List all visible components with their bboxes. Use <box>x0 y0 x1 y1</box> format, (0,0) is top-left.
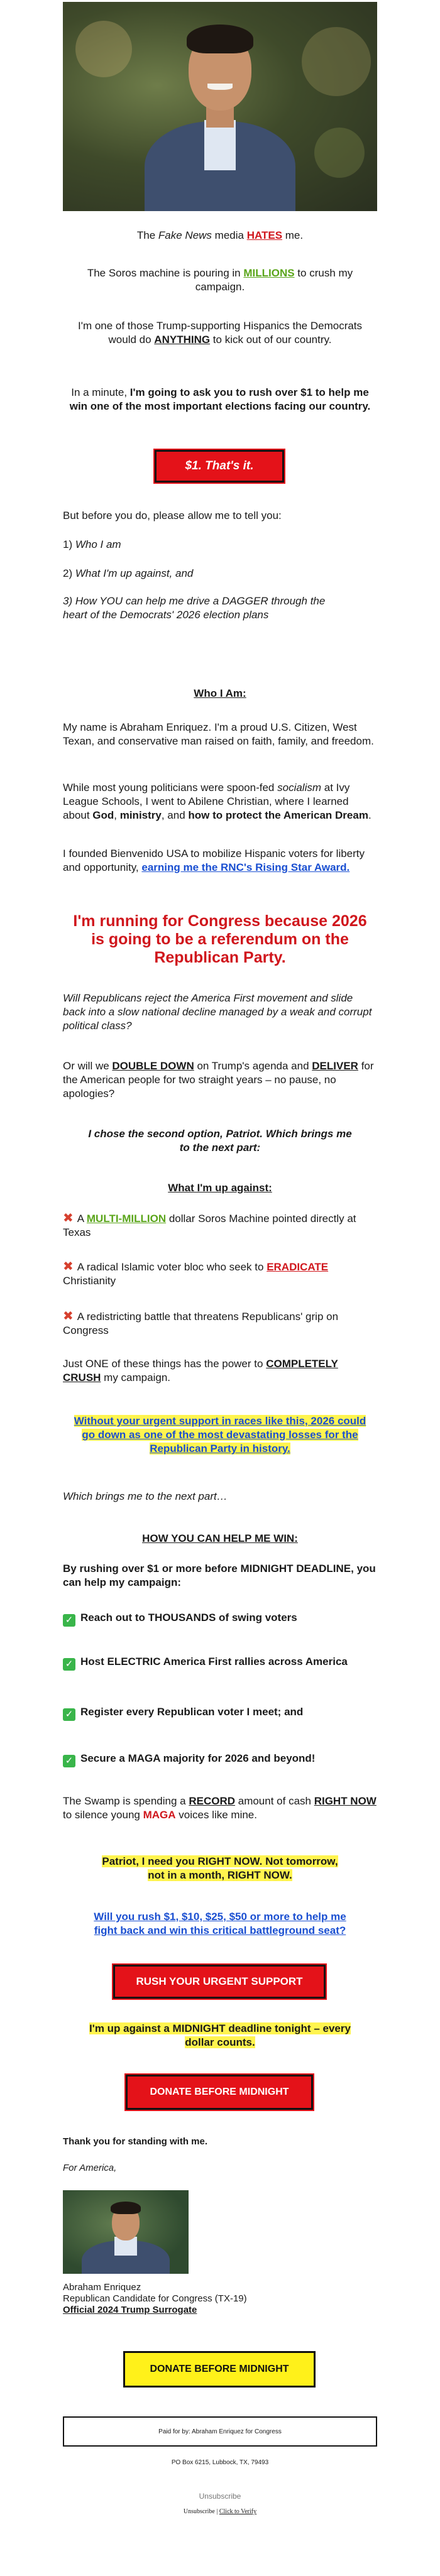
check-icon: ✓ <box>63 1708 75 1721</box>
help-check-4: ✓ Secure a MAGA majority for 2026 and beyond! <box>63 1752 377 1767</box>
unsubscribe-link[interactable]: Unsubscribe <box>199 2492 241 2501</box>
ask-line: In a minute, I'm going to ask you to rush over $1 to help me win one of the most important elections facing our country. <box>69 386 371 412</box>
help-check-1: ✓ Reach out to THOUSANDS of swing voters <box>63 1611 377 1627</box>
next-part-line: Which brings me to the next part… <box>63 1490 228 1502</box>
against-item-2: ✖ A radical Islamic voter bloc who seek to ERADICATE Christianity <box>63 1260 329 1287</box>
x-mark-icon: ✖ <box>63 1211 74 1225</box>
tell-you-lead: But before you do, please allow me to tell you: <box>63 510 282 521</box>
who-paragraph-2: While most young politicians were spoon-fed socialism at Ivy League Schools, I went to Abilene Christian, where I learned about God, ministry, and how to protect the American Dream. <box>63 782 371 821</box>
signature-photo <box>63 2190 189 2274</box>
paid-for-box: Paid for by: Abraham Enriquez for Congress <box>63 2416 377 2447</box>
check-icon: ✓ <box>63 1755 75 1767</box>
help-heading: HOW YOU CAN HELP ME WIN: <box>142 1532 298 1544</box>
question-2: Or will we DOUBLE DOWN on Trump's agenda and DELIVER for the American people for two straight years – no pause, no apologies? <box>63 1060 374 1100</box>
x-mark-icon: ✖ <box>63 1260 74 1274</box>
question-1: Will Republicans reject the America First movement and slide back into a slow national decline managed by a weak and corrupt political class? <box>63 992 372 1032</box>
hispanic-line: I'm one of those Trump-supporting Hispanics the Democrats would do ANYTHING to kick out of our country. <box>77 320 363 346</box>
thanks-line: Thank you for standing with me. <box>63 2136 208 2147</box>
signoff-surrogate: Official 2024 Trump Surrogate <box>63 2305 197 2315</box>
against-heading: What I'm up against: <box>168 1182 272 1194</box>
soros-line: The Soros machine is pouring in MILLIONS to crush my campaign. <box>87 267 353 293</box>
who-paragraph-1: My name is Abraham Enriquez. I'm a proud U.S. Citizen, West Texan, and conservative man raised on faith, family, and freedom. <box>63 721 374 747</box>
signoff-title: Republican Candidate for Congress (TX-19) <box>63 2293 247 2304</box>
donate-before-midnight-yellow-button[interactable]: DONATE BEFORE MIDNIGHT <box>123 2351 316 2388</box>
tell-you-item-3: 3) How YOU can help me drive a DAGGER through the heart of the Democrats' 2026 election plans <box>63 595 326 621</box>
help-check-2: ✓ Host ELECTRIC America First rallies across America <box>63 1655 377 1671</box>
tell-you-item-2: 2) What I'm up against, and <box>63 567 194 579</box>
for-america-line: For America, <box>63 2163 117 2173</box>
unsubscribe-verify-line: Unsubscribe | Click to Verify <box>183 2508 257 2515</box>
help-lead: By rushing over $1 or more before MIDNIGHT DEADLINE, you can help my campaign: <box>63 1563 376 1588</box>
fake-news-line: The Fake News media HATES me. <box>136 229 304 241</box>
signoff-name: Abraham Enriquez <box>63 2282 141 2293</box>
patriot-line: Patriot, I need you RIGHT NOW. Not tomorrow, not in a month, RIGHT NOW. <box>102 1855 338 1881</box>
click-to-verify-link[interactable]: Click to Verify <box>219 2508 257 2515</box>
one-of-these-line: Just ONE of these things has the power to COMPLETELY CRUSH my campaign. <box>63 1358 338 1384</box>
without-support-line: Without your urgent support in races like this, 2026 could go down as one of the most devastating losses for the Republican Party in history. <box>74 1415 366 1454</box>
who-paragraph-3: I founded Bienvenido USA to mobilize Hispanic voters for liberty and opportunity, earning me the RNC's Rising Star Award. <box>63 848 365 873</box>
footer-address: PO Box 6215, Lubbock, TX, 79493 <box>171 2459 269 2466</box>
donate-before-midnight-button[interactable]: DONATE BEFORE MIDNIGHT <box>126 2075 313 2110</box>
one-dollar-button[interactable]: $1. That's it. <box>155 450 284 483</box>
swamp-line: The Swamp is spending a RECORD amount of cash RIGHT NOW to silence young MAGA voices like mine. <box>63 1795 377 1821</box>
who-heading: Who I Am: <box>194 687 246 699</box>
check-icon: ✓ <box>63 1658 75 1671</box>
help-check-3: ✓ Register every Republican voter I meet; and <box>63 1705 377 1721</box>
against-item-3: ✖ A redistricting battle that threatens Republicans' grip on Congress <box>63 1309 339 1336</box>
against-item-1: ✖ A MULTI-MILLION dollar Soros Machine pointed directly at Texas <box>63 1211 356 1238</box>
rising-star-link[interactable]: earning me the RNC's Rising Star Award. <box>141 861 350 873</box>
second-option-line: I chose the second option, Patriot. Which brings me to the next part: <box>88 1128 352 1154</box>
running-headline: I'm running for Congress because 2026 is going to be a referendum on the Republican Party. <box>73 912 367 966</box>
x-mark-icon: ✖ <box>63 1309 74 1323</box>
will-you-line[interactable]: Will you rush $1, $10, $25, $50 or more to help me fight back and win this critical battleground seat? <box>94 1911 346 1936</box>
midnight-deadline-line: I'm up against a MIDNIGHT deadline tonight – every dollar counts. <box>89 2022 351 2048</box>
rush-urgent-support-button[interactable]: RUSH YOUR URGENT SUPPORT <box>113 1965 326 1999</box>
tell-you-item-1: 1) Who I am <box>63 538 121 550</box>
candidate-hero-photo <box>63 2 377 211</box>
check-icon: ✓ <box>63 1614 75 1627</box>
